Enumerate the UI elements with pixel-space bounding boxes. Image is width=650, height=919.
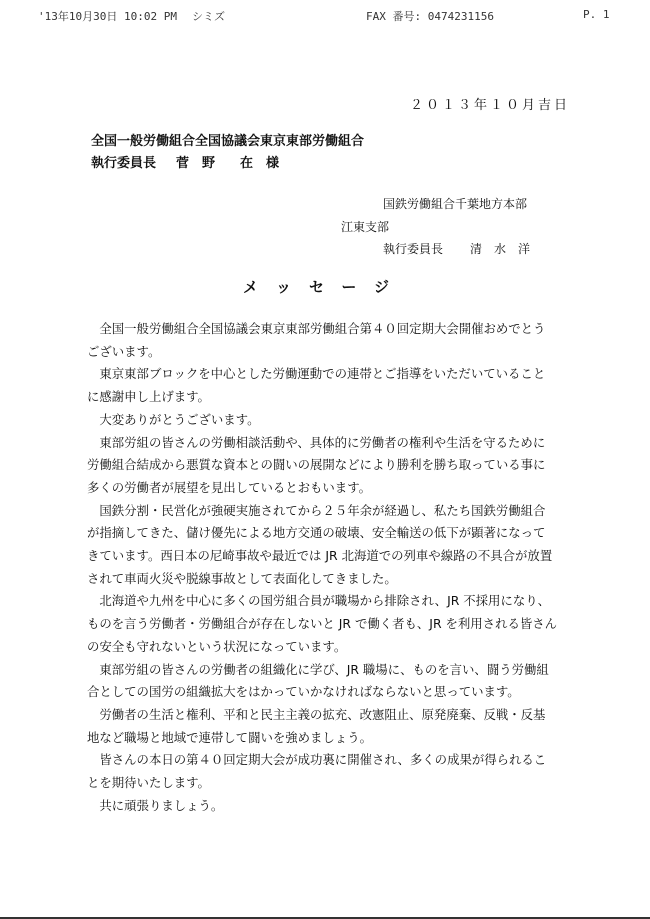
body-paragraph: 共に頑張りましょう。 (99, 797, 224, 813)
body-paragraph: 労働者の生活と権利、平和と民主主義の拡充、改憲阻止、原発廃棄、反戦・反基地など職場と地域で連帯して闘いを強めましょう。 (87, 706, 546, 745)
sender-branch: 江東支部 (341, 220, 390, 234)
sender-title: 執行委員長 (383, 242, 444, 256)
recipient-name: 菅 野 (176, 156, 216, 171)
recipient-org: 全国一般労働組合全国協議会東京東部労働組合 (91, 134, 365, 149)
body-paragraph: 国鉄分割・民営化が強硬実施されてから２５年余が経過し、私たち国鉄労働組合が指摘してきた、儲け優先による地方交通の破壊、安全輸送の低下が顕著になってきています。西日本の尼崎事故や最近では JR 北海道での列車や線路の不具合が放置されて車両火災や脱線事故として表面化してきました。 (87, 502, 553, 586)
fax-sender: シミズ (192, 10, 225, 23)
recipient-title: 執行委員長 (91, 156, 157, 171)
sender-name: 清 水 洋 (470, 242, 531, 256)
fax-page: P. 1 (583, 8, 610, 21)
body-paragraph: 東部労組の皆さんの労働相談活動や、具体的に労働者の権利や生活を守るために労働組合結成から悪質な資本との闘いの展開などにより勝利を勝ち取っている事に多くの労働者が展望を見出しているとおもいます。 (87, 434, 546, 495)
fax-number: FAX 番号: 0474231156 (366, 10, 494, 23)
body-paragraph: 大変ありがとうございます。 (99, 411, 260, 427)
sender-org: 国鉄労働組合千葉地方本部 (383, 197, 528, 211)
fax-datetime: '13年10月30日 10:02 PM (38, 10, 177, 23)
body-paragraph: 東部労組の皆さんの労働者の組織化に学び、JR 職場に、ものを言い、闘う労働組合としての国労の組織拡大をはかっていかなければならないと思っています。 (87, 661, 549, 700)
body-paragraph: 皆さんの本日の第４０回定期大会が成功裏に開催され、多くの成果が得られることを期待いたします。 (87, 752, 547, 791)
recipient-honorific: 在 様 (240, 156, 280, 171)
body-paragraph: 全国一般労働組合全国協議会東京東部労働組合第４０回定期大会開催おめでとうございます。 (87, 321, 546, 359)
body-paragraph: 東京東部ブロックを中心とした労働運動での連帯とご指導をいただいていることに感謝申し上げます。 (87, 366, 546, 405)
letter-title: メッセージ (242, 278, 408, 296)
letter-body (87, 318, 557, 817)
body-paragraph: 北海道や九州を中心に多くの国労組合員が職場から排除され、JR 不採用になり、ものを言う労働者・労働組合が存在しないと JR で働く者も、JR を利用される皆さんの安全も守れないという状況になっています。 (87, 593, 558, 654)
letter-date: ２０１３年１０月吉日 (409, 98, 570, 113)
